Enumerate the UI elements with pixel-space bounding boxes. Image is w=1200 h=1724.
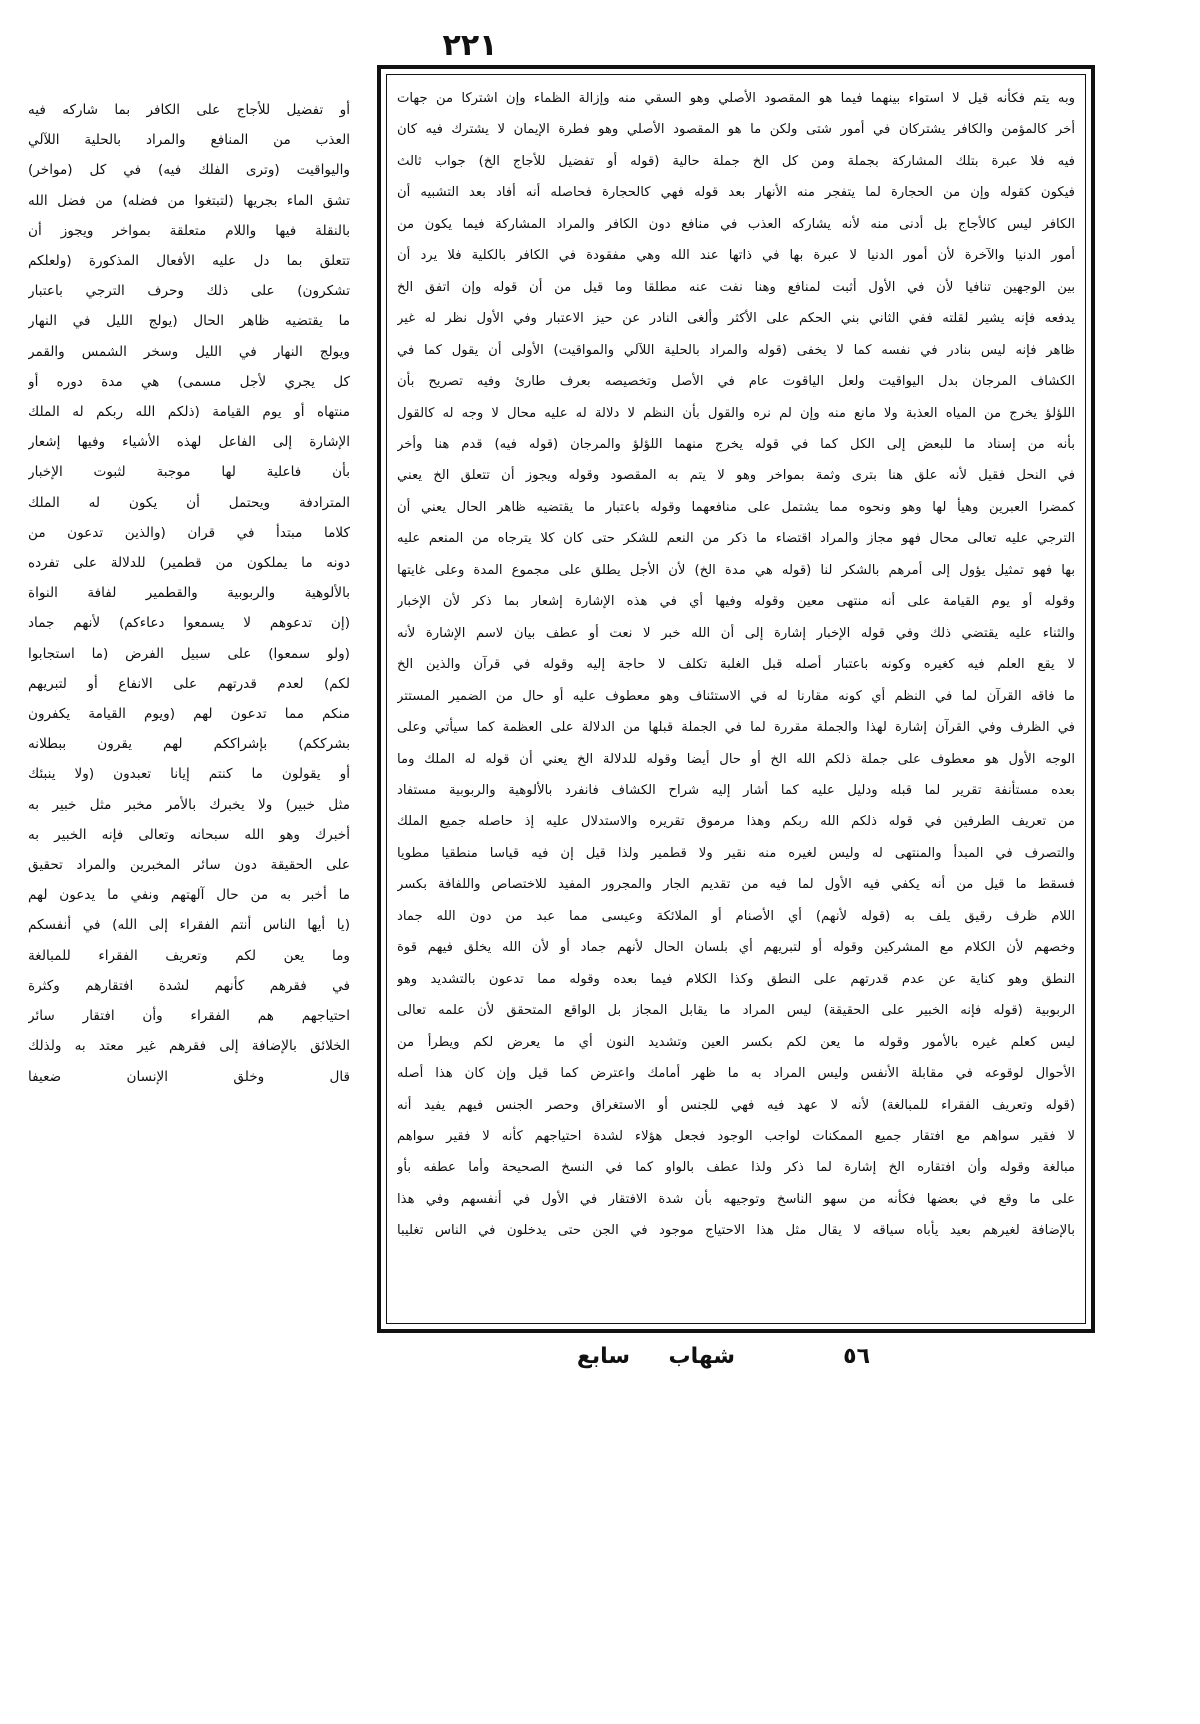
margin-text-line: بالألوهية والربوبية والقطمير لفافة النواة bbox=[28, 585, 350, 602]
main-text-line: في الظرف وفي القرآن إشارة لهذا والجملة مقررة لما في الجملة قبلها من الدلالة على العظمة كما سيأتي وعلى bbox=[397, 720, 1075, 736]
main-text-line: الأحوال لوقوعه في مقابلة الأنفس وليس المراد به ما ظهر أمامك واعترض كما قيل وإن كان هذا أصله bbox=[397, 1066, 1075, 1082]
margin-text-line: الخلائق بالإضافة إلى فقرهم غير معتد به ولذلك bbox=[28, 1038, 350, 1055]
margin-text-line: منتهاه أو يوم القيامة (ذلكم الله ربكم له الملك bbox=[28, 404, 350, 421]
main-text-line: وبه يتم فكأنه قيل لا استواء بينهما فيما هو المقصود الأصلي وهو السقي منه وإزالة الظماء وإن اشتركا من جهات bbox=[397, 91, 1075, 106]
main-text-line: ما فاقه القرآن لما في النظم أي كونه مقارنا له في الاستئناف وهو معطوف عليه أو حال من الضمير المستتر bbox=[397, 688, 1075, 704]
main-text-line: الكشاف المرجان بدل اليواقيت ولعل الياقوت عام في الأصل وتخصيصه بعرف طارئ وفيه تصريح بأن bbox=[397, 374, 1075, 390]
footer-title: شهاب bbox=[668, 1344, 735, 1369]
margin-text-line: (إن تدعوهم لا يسمعوا دعاءكم) لأنهم جماد bbox=[28, 615, 350, 632]
main-text-line: اللام ظرف رقيق يلف به (قوله لأنهم) أي الأصنام أو الملائكة وعيسى مما عبد من دون الله جماد bbox=[397, 908, 1075, 924]
footer-number: ٥٦ bbox=[843, 1344, 870, 1369]
margin-text-line: واليواقيت (وترى الفلك فيه) في كل (مواخر) bbox=[28, 162, 350, 179]
margin-text-line: دونه ما يملكون من قطمير) للدلالة على تفرده bbox=[28, 555, 350, 572]
page-number: ٢٢١ bbox=[442, 28, 498, 63]
main-text-line: الربوبية (قوله فإنه الخبير على الحقيقة) ليس المراد ما يقابل المجاز بل الواقع المتحقق لأن علمه تعالى bbox=[397, 1003, 1075, 1019]
main-text-frame bbox=[377, 65, 1095, 1333]
margin-text-line: تشق الماء بجريها (لتبتغوا من فضله) من فضل الله bbox=[28, 192, 350, 209]
main-text-line: ظاهر فإنه ليس بنادر في نفسه كما لا يخفى (قوله والمراد بالحلية اللآلي والمواقيت) الأولى أن يقول كما في bbox=[397, 342, 1075, 358]
main-text-line: بعده مستأنفة تقرير لما قبله ودليل عليه كما أشار إليه شراح الكشاف فانفرد بالألوهية والربوبية مستفاد bbox=[397, 782, 1075, 798]
margin-text-line: احتياجهم هم الفقراء وأن افتقار سائر bbox=[28, 1008, 350, 1025]
main-commentary bbox=[397, 83, 1075, 1315]
main-text-line: فسقط ما قيل من أنه يكفي فيه الأول لما فيه من تقديم الجار والمجرور المفيد للاختصاص واللفافة بكسر bbox=[397, 877, 1075, 893]
main-text-line: والثناء عليه يقتضي ذلك وفي قوله الإخبار إشارة إلى أن الله خبر لا نعت أو عطف بيان لاسم الإشارة لأنه bbox=[397, 625, 1075, 641]
main-text-line: لا فقير سواهم مع افتقار جميع الممكنات لواجب الوجود فجعل هؤلاء لشدة احتياجهم كأنه لا فقير سواهم bbox=[397, 1128, 1075, 1144]
margin-text-line: بالنقلة فيها واللام متعلقة بمواخر ويجوز أن bbox=[28, 222, 350, 239]
main-text-line: فيكون كقوله وإن من الحجارة لما يتفجر منه الأنهار بعد قوله فهي كالحجارة فحاصله أنه أفاد بعد التشبيه أن bbox=[397, 185, 1075, 201]
footer-volume: سابع bbox=[576, 1344, 630, 1369]
margin-text-line: (يا أيها الناس أنتم الفقراء إلى الله) في أنفسكم bbox=[28, 917, 350, 934]
margin-text-line: كل يجري لأجل مسمى) هي مدة دوره أو bbox=[28, 373, 350, 390]
margin-text-line: بأن فاعلية لها موجبة لثبوت الإخبار bbox=[28, 464, 350, 481]
main-text-line: النطق وهو كناية عن عدم قدرتهم على النطق وكذا الكلام فيما بعده وقوله مما تدعون بالتشديد وهو bbox=[397, 971, 1075, 987]
margin-text-line: ما يقتضيه ظاهر الحال (يولج الليل في النهار bbox=[28, 313, 350, 330]
main-text-line: والتصرف في المبدأ والمنتهى له وليس لغيره منه نقير ولا قطمير ولذا قيل إن فيه قياسا منطقيا مطويا bbox=[397, 845, 1075, 861]
margin-text-line: في فقرهم كأنهم لشدة افتقارهم وكثرة bbox=[28, 977, 350, 994]
main-text-line: الوجه الأول هو معطوف على جملة ذلكم الله الخ أو حال أيضا وقوله للدلالة الخ يعني أن قوله له الملك وما bbox=[397, 751, 1075, 767]
main-text-line: أمور الدنيا والآخرة لأن أمور الدنيا لا عبرة بها في ذاتها عند الله وهي مفقودة في الكافر بالكلية فلا يرد أن bbox=[397, 248, 1075, 264]
margin-text-line: أو تفضيل للأجاج على الكافر بما شاركه فيه bbox=[28, 102, 350, 118]
margin-commentary bbox=[28, 95, 350, 1335]
margin-text-line: أو يقولون ما كنتم إيانا تعبدون (ولا ينبئك bbox=[28, 766, 350, 783]
margin-text-line: بشرككم) بإشراككم لهم يقرون ببطلانه bbox=[28, 736, 350, 753]
margin-text-line: المترادفة ويحتمل أن يكون له الملك bbox=[28, 494, 350, 511]
margin-text-line: مثل خبير) ولا يخبرك بالأمر مخبر مثل خبير به bbox=[28, 796, 350, 813]
page-footer bbox=[520, 1344, 940, 1380]
margin-text-line: كلاما مبتدأ في قران (والذين تدعون من bbox=[28, 524, 350, 541]
margin-text-line: منكم مما تدعون لهم (ويوم القيامة يكفرون bbox=[28, 706, 350, 723]
main-text-line: (قوله وتعريف الفقراء للمبالغة) لأنه لا عهد فيه فهي للجنس أو الاستغراق وحصر الجنس فيهم يفيد أنه bbox=[397, 1097, 1075, 1113]
margin-text-line: قال وخلق الإنسان ضعيفا bbox=[28, 1068, 350, 1085]
main-text-line: أخر كالمؤمن والكافر يشتركان في أمور شتى ولكن ما هو المقصود الأصلي وهو فطرة الإيمان لا يشترك فيه كان bbox=[397, 122, 1075, 138]
main-text-line: الترجي عليه تعالى محال فهو مجاز والمراد اقتضاء ما ذكر من النعم للشكر حتى كان كلا يترجاه من المنعم عليه bbox=[397, 531, 1075, 547]
main-text-line: بالإضافة لغيرهم بعيد يأباه سياقه لا يقال مثل هذا الاحتياج موجود في الجن حتى يدخلون في الناس تغليبا bbox=[397, 1223, 1075, 1239]
margin-text-line: تتعلق بما دل عليه الأفعال المذكورة (ولعلكم bbox=[28, 253, 350, 270]
margin-text-line: ما أخبر به من حال آلهتهم ونفي ما يدعون لهم bbox=[28, 887, 350, 904]
main-text-line: بها فهو تمثيل يؤول إلى أمرهم بالشكر لنا (قوله هي مدة الخ) لأن الأجل يطلق على مجموع المدة وعلى غايتها bbox=[397, 562, 1075, 578]
main-text-line: الكافر ليس كالأجاج بل أدنى منه لأنه يشاركه العذب في منافع دون الكافر والمراد المشاركة فيما يكون من bbox=[397, 216, 1075, 232]
main-text-line: وقوله أو يوم القيامة على أنه منتهى معين وقوله وفيها أي في هذه الإشارة إشعار بما ذكر لأن الإخبار bbox=[397, 594, 1075, 610]
main-text-line: مبالغة وقوله وأن افتقاره الخ إشارة لما ذكر ولذا عطف بالواو كما في النسخ الصحيحة وأما عطفه بأو bbox=[397, 1160, 1075, 1176]
margin-text-line: الإشارة إلى الفاعل لهذه الأشياء وفيها إشعار bbox=[28, 434, 350, 451]
main-text-line: كمضرا العبرين وهيأ لها وهو ونحوه مما يشتمل على منافعهما وقوله باعتبار ما يقتضيه ظاهر الحال يعني أن bbox=[397, 499, 1075, 515]
margin-text-line: العذب من المنافع والمراد بالحلية اللآلي bbox=[28, 132, 350, 149]
main-text-line: فيه فلا عبرة بتلك المشاركة بجملة ومن كل الخ جملة حالية (قوله أو تفضيل للأجاج الخ) جواب ثالث bbox=[397, 153, 1075, 169]
main-text-line: يدفعه فإنه يشير لقلته ففي الثاني بني الحكم على الأكثر وألغى النادر عن حيز الاعتبار وفي الأول نظر له غير bbox=[397, 311, 1075, 327]
margin-text-line: أخبرك وهو الله سبحانه وتعالى فإنه الخبير به bbox=[28, 826, 350, 843]
margin-text-line: ويولج النهار في الليل وسخر الشمس والقمر bbox=[28, 343, 350, 360]
main-text-line: بأنه من إسناد ما للبعض إلى الكل كما في قوله يخرج منهما اللؤلؤ والمرجان (قوله فيه) قدم هنا وأخر bbox=[397, 436, 1075, 452]
margin-text-line: على الحقيقة دون سائر المخبرين والمراد تحقيق bbox=[28, 857, 350, 874]
main-text-line: وخصهم لأن الكلام مع المشركين وقوله أو لتبريهم أي بلسان الحال لأنهم جماد أو لأن الله يخلق فيهم قوة bbox=[397, 940, 1075, 956]
main-text-line: ليس كعلم غيره بالأمور وقوله ما يعن لكم بكسر العين وتشديد النون أي ما يعرض لكم ويطرأ من bbox=[397, 1034, 1075, 1050]
margin-text-line: لكم) لعدم قدرتهم على الانفاع أو لتبريهم bbox=[28, 675, 350, 692]
main-text-line: على ما وقع في بعضها فكأنه من سهو الناسخ وتوجيهه بأن شدة الافتقار في الأول في أنفسهم وفي هذا bbox=[397, 1191, 1075, 1207]
margin-text-line: تشكرون) على ذلك وحرف الترجي باعتبار bbox=[28, 283, 350, 300]
main-text-line: بين الوجهين تنافيا لأن في الأول أثبت لمنافع وهنا نفت عنه مطلقا وما قيل من أن قوله وإن اتفق الخ bbox=[397, 279, 1075, 295]
main-text-line: لا يقع العلم فيه كغيره وكونه باعتبار أصله قبل الغلبة تكلف لا حاجة إليه وقوله في قرآن والذين الخ bbox=[397, 657, 1075, 673]
main-text-line: اللؤلؤ يخرج من المياه العذبة ولا مانع منه وإن لم نره والقول بأن النظم لا دلالة له عليه محال لا وجه له كالقول bbox=[397, 405, 1075, 421]
main-text-line: من تعريف الطرفين في قوله ذلكم الله ربكم وهذا مرموق تقريره والاستدلال عليه إذ حاصله جميع الملك bbox=[397, 814, 1075, 830]
margin-text-line: وما يعن لكم وتعريف الفقراء للمبالغة bbox=[28, 947, 350, 964]
main-text-line: في النحل فقيل لأنه علق هنا بترى وثمة بمواخر وهو لا يتم به المقصود وقوله ويجوز أن تتعلق الخ يعني bbox=[397, 468, 1075, 484]
margin-text-line: (ولو سمعوا) على سبيل الفرض (ما استجابوا bbox=[28, 645, 350, 662]
